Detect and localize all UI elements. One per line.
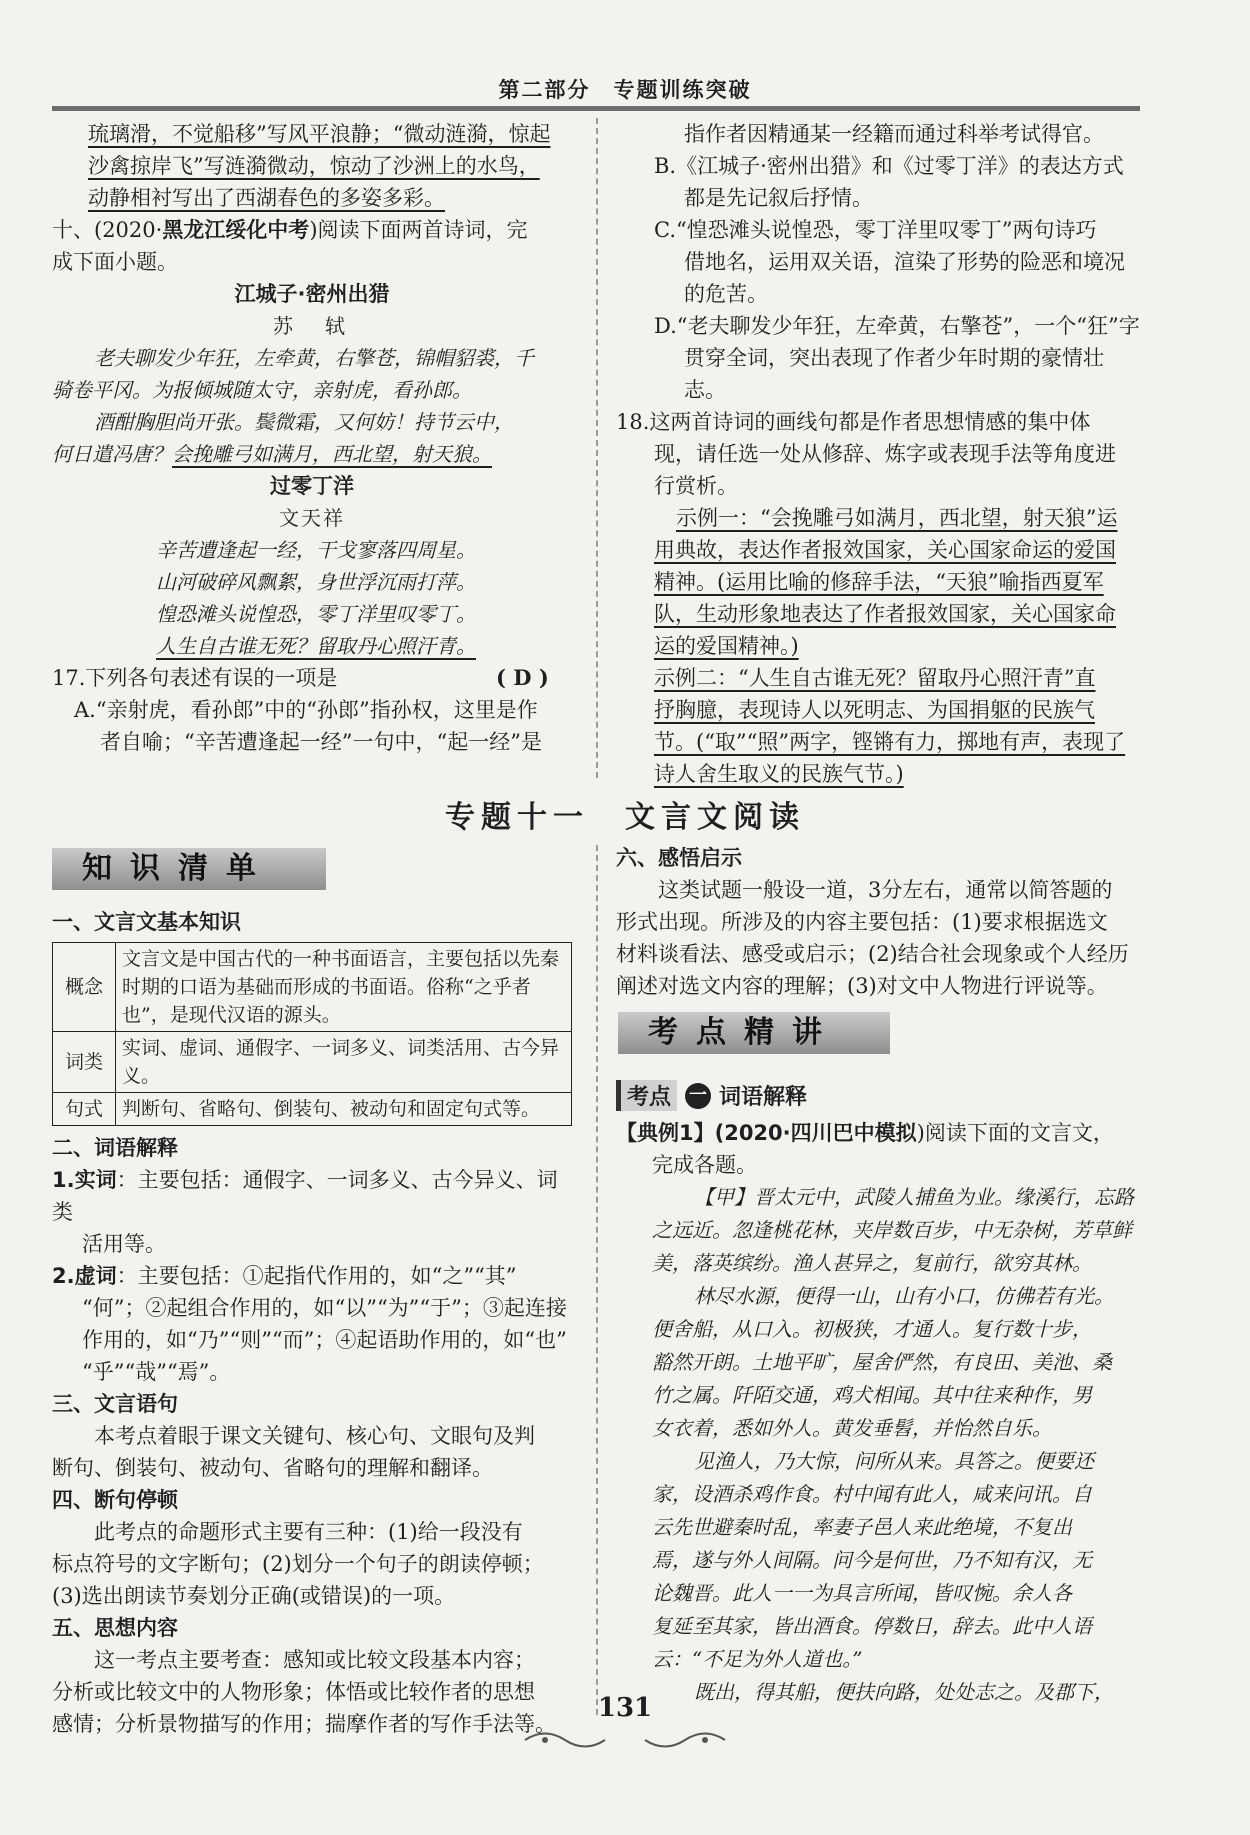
page-number: 131 — [597, 1693, 653, 1723]
passage-line: 之远近。忽逢桃花林，夹岸数百步，中无杂树，芳草鲜 — [652, 1218, 1132, 1242]
question-17: 17.下列各句表述有误的一项是 ( D ) — [52, 662, 572, 694]
subheading: 四、断句停顿 — [52, 1488, 178, 1512]
answer-line: 运的爱国精神。) — [654, 634, 799, 658]
poem-author: 文天祥 — [279, 506, 345, 530]
table-cell-value: 文言文是中国古代的一种书面语言，主要包括以先秦时期的口语为基础而形成的书面语。俗称“之乎者也”，是现代汉语的源头。 — [116, 943, 572, 1032]
exam-point-heading — [616, 1080, 807, 1111]
table-cell-key: 句式 — [53, 1093, 116, 1126]
exam-points-banner — [618, 1012, 890, 1054]
passage-line: 云：“不足为外人道也。” — [652, 1647, 863, 1671]
passage-line: 豁然开朗。土地平旷，屋舍俨然，有良田、美池、桑 — [652, 1350, 1112, 1374]
option-a-cont: 指作者因精通某一经籍而通过科举考试得官。 — [684, 122, 1104, 146]
column-divider — [596, 845, 598, 1715]
subheading: 五、思想内容 — [52, 1616, 178, 1640]
question-18-cont: 行赏析。 — [654, 474, 738, 498]
text-line: 琉璃滑，不觉船移”写风平浪静；“微动涟漪，惊起 — [88, 122, 551, 146]
poem-line: 骑卷平冈。为报倾城随太守，亲射虎，看孙郎。 — [52, 378, 472, 402]
text-line: “乎”“哉”“焉”。 — [82, 1360, 231, 1384]
text-line: 作用的，如“乃”“则”“而”；④起语助作用的，如“也” — [82, 1328, 567, 1352]
text-line: 动静相衬写出了西湖春色的多姿多彩。 — [88, 186, 445, 210]
question-18: 18.这两首诗词的画线句都是作者思想情感的集中体 — [616, 410, 1091, 434]
section-title: 专题十一 文言文阅读 — [445, 800, 805, 835]
passage-line: 云先世避秦时乱，率妻子邑人来此绝境，不复出 — [652, 1515, 1072, 1539]
option-c-cont: 的危苦。 — [684, 282, 768, 306]
passage-line: 家，设酒杀鸡作食。村中闻有此人，咸来问讯。自 — [652, 1482, 1092, 1506]
footer-ornament-icon — [515, 1725, 735, 1755]
answer-line: 诗人舍生取义的民族气节。) — [654, 762, 904, 786]
question-10-cont: 成下面小题。 — [52, 250, 178, 274]
answer-choice: ( D ) — [496, 665, 549, 690]
poem-line: 老夫聊发少年狂，左牵黄，右擎苍，锦帽貂裘，千 — [94, 346, 534, 370]
answer-line: 抒胸臆，表现诗人以死明志、为国捐躯的民族气 — [654, 698, 1095, 722]
exam-point-number: 一 — [685, 1083, 711, 1109]
poem-line: 酒酣胸胆尚开张。鬓微霜，又何妨！持节云中， — [94, 410, 514, 434]
passage-line: 论魏晋。此人一一为具言所闻，皆叹惋。余人各 — [652, 1581, 1072, 1605]
poem-line: 山河破碎风飘絮，身世浮沉雨打萍。 — [156, 570, 476, 594]
classical-passage — [616, 1181, 1140, 1709]
passage-line: 见渔人，乃大惊，问所从来。具答之。便要还 — [694, 1449, 1094, 1473]
option-a-cont: 者自喻；“辛苦遭逢起一经”一句中，“起一经”是 — [100, 730, 542, 754]
running-header: 第二部分 专题训练突破 — [498, 78, 752, 102]
poem-line: 惶恐滩头说惶恐，零丁洋里叹零丁。 — [156, 602, 476, 626]
text-line: 阐述对选文内容的理解；(3)对文中人物进行评说等。 — [616, 974, 1108, 998]
question-source: 黑龙江绥化中考 — [162, 218, 310, 242]
right-column-top — [616, 118, 1140, 790]
exam-point-title: 词语解释 — [719, 1085, 808, 1110]
passage-line: 【甲】晋太元中，武陵人捕鱼为业。缘溪行，忘路 — [694, 1185, 1134, 1209]
text-line: 完成各题。 — [652, 1153, 757, 1177]
passage-line: 复延至其家，皆出酒食。停数日，辞去。此中人语 — [652, 1614, 1092, 1638]
left-column-top — [52, 118, 572, 758]
text-line: (3)选出朗读节奏划分正确(或错误)的一项。 — [52, 1584, 456, 1608]
answer-line: 示例一：“会挽雕弓如满月，西北望，射天狼”运 — [676, 506, 1118, 530]
question-10: 十、(2020·黑龙江绥化中考)阅读下面两首诗词，完 — [52, 218, 528, 242]
poem-author: 苏 轼 — [273, 314, 351, 338]
underlined-line: 会挽雕弓如满月，西北望，射天狼。 — [172, 442, 492, 466]
passage-line: 便舍船，从口入。初极狭，才通人。复行数十步， — [652, 1317, 1092, 1341]
table-cell-key: 词类 — [53, 1032, 116, 1093]
example-heading: 【典例1】(2020·四川巴中模拟)阅读下面的文言文， — [616, 1121, 1114, 1145]
option-a: A.“亲射虎，看孙郎”中的“孙郎”指孙权，这里是作 — [74, 698, 538, 722]
banner-label: 考点精讲 — [648, 1015, 840, 1050]
poem-body — [52, 342, 572, 470]
text-line: 断句、倒装句、被动句、省略句的理解和翻译。 — [52, 1456, 493, 1480]
banner-label: 知识清单 — [82, 851, 274, 886]
question-18-cont: 现，请任选一处从修辞、炼字或表现手法等角度进 — [654, 442, 1116, 466]
passage-line: 林尽水源，便得一山，山有小口，仿佛若有光。 — [694, 1284, 1114, 1308]
subheading: 三、文言语句 — [52, 1392, 178, 1416]
exam-point-label: 考点 — [616, 1080, 677, 1111]
knowledge-table — [52, 942, 572, 1126]
option-b-cont: 都是先记叙后抒情。 — [684, 186, 873, 210]
text-line: 这类试题一般设一道，3分左右，通常以简答题的 — [658, 878, 1113, 902]
answer-line: 用典故，表达作者报效国家，关心国家命运的爱国 — [654, 538, 1116, 562]
table-cell-key: 概念 — [53, 943, 116, 1032]
subheading: 六、感悟启示 — [616, 846, 742, 870]
answer-line: 精神。(运用比喻的修辞手法，“天狼”喻指西夏军 — [654, 570, 1104, 594]
option-d-cont: 贯穿全词，突出表现了作者少年时期的豪情壮志。 — [684, 346, 1104, 402]
text-line: 1.实词：主要包括：通假字、一词多义、古今异义、词类 — [52, 1168, 558, 1224]
table-cell-value: 判断句、省略句、倒装句、被动句和固定句式等。 — [116, 1093, 572, 1126]
passage-line: 竹之属。阡陌交通，鸡犬相闻。其中往来种作，男 — [652, 1383, 1092, 1407]
passage-line: 美，落英缤纷。渔人甚异之，复前行，欲穷其林。 — [652, 1251, 1092, 1275]
text-line: 形式出现。所涉及的内容主要包括：(1)要求根据选文 — [616, 910, 1108, 934]
subheading: 二、词语解释 — [52, 1136, 178, 1160]
table-cell-value: 实词、虚词、通假字、一词多义、词类活用、古今异义。 — [116, 1032, 572, 1093]
text-line: “何”；②起组合作用的，如“以”“为”“于”；③起连接 — [82, 1296, 567, 1320]
text-line: 感情；分析景物描写的作用；揣摩作者的写作手法等。 — [52, 1712, 556, 1736]
table-row — [53, 943, 572, 1032]
example-source: 四川巴中模拟 — [790, 1121, 917, 1145]
text-line: 沙禽掠岸飞”写涟漪微动，惊动了沙洲上的水鸟， — [88, 154, 540, 178]
answer-line: 队，生动形象地表达了作者报效国家，关心国家命 — [654, 602, 1116, 626]
poem-title: 过零丁洋 — [270, 474, 354, 498]
subheading: 一、文言文基本知识 — [52, 910, 241, 934]
poem-line: 辛苦遭逢起一经，干戈寥落四周星。 — [156, 538, 476, 562]
poem-title: 江城子·密州出猎 — [234, 282, 390, 306]
text-line: 分析或比较文中的人物形象；体悟或比较作者的思想 — [52, 1680, 535, 1704]
left-column-bottom — [52, 906, 572, 1740]
passage-line: 女衣着，悉如外人。黄发垂髫，并怡然自乐。 — [652, 1416, 1052, 1440]
text-line: 活用等。 — [82, 1232, 166, 1256]
text-line: 本考点着眼于课文关键句、核心句、文眼句及判 — [94, 1424, 535, 1448]
option-d: D.“老夫聊发少年狂，左牵黄，右擎苍”，一个“狂”字 — [654, 314, 1140, 338]
poem-body — [52, 534, 572, 662]
right-column-bottom — [616, 842, 1140, 1002]
option-c: C.“惶恐滩头说惶恐，零丁洋里叹零丁”两句诗巧 — [654, 218, 1097, 242]
column-divider — [596, 118, 598, 778]
knowledge-banner — [52, 848, 326, 890]
text-line: 2.虚词：主要包括：①起指代作用的，如“之”“其” — [52, 1264, 517, 1288]
option-b: B.《江城子·密州出猎》和《过零丁洋》的表达方式 — [654, 154, 1124, 178]
answer-line: 示例二：“人生自古谁无死？留取丹心照汗青”直 — [654, 666, 1096, 690]
text-line: 这一考点主要考查：感知或比较文段基本内容； — [94, 1648, 535, 1672]
header-rule — [52, 106, 1140, 111]
text-line: 标点符号的文字断句；(2)划分一个句子的朗读停顿； — [52, 1552, 544, 1576]
underlined-line: 人生自古谁无死？留取丹心照汗青。 — [156, 634, 476, 658]
answer-line: 节。(“取”“照”两字，铿锵有力，掷地有声，表现了 — [654, 730, 1126, 754]
option-c-cont: 借地名，运用双关语，渲染了形势的险恶和境况 — [684, 250, 1125, 274]
passage-line: 既出，得其船，便扶向路，处处志之。及郡下， — [694, 1680, 1114, 1704]
table-row — [53, 1093, 572, 1126]
poem-line: 何日遣冯唐？会挽雕弓如满月，西北望，射天狼。 — [52, 442, 492, 466]
text-line: 此考点的命题形式主要有三种：(1)给一段没有 — [94, 1520, 523, 1544]
table-row — [53, 1032, 572, 1093]
right-column-example — [616, 1080, 1140, 1709]
passage-line: 焉，遂与外人间隔。问今是何世，乃不知有汉，无 — [652, 1548, 1092, 1572]
text-line: 材料谈看法、感受或启示；(2)结合社会现象或个人经历 — [616, 942, 1129, 966]
